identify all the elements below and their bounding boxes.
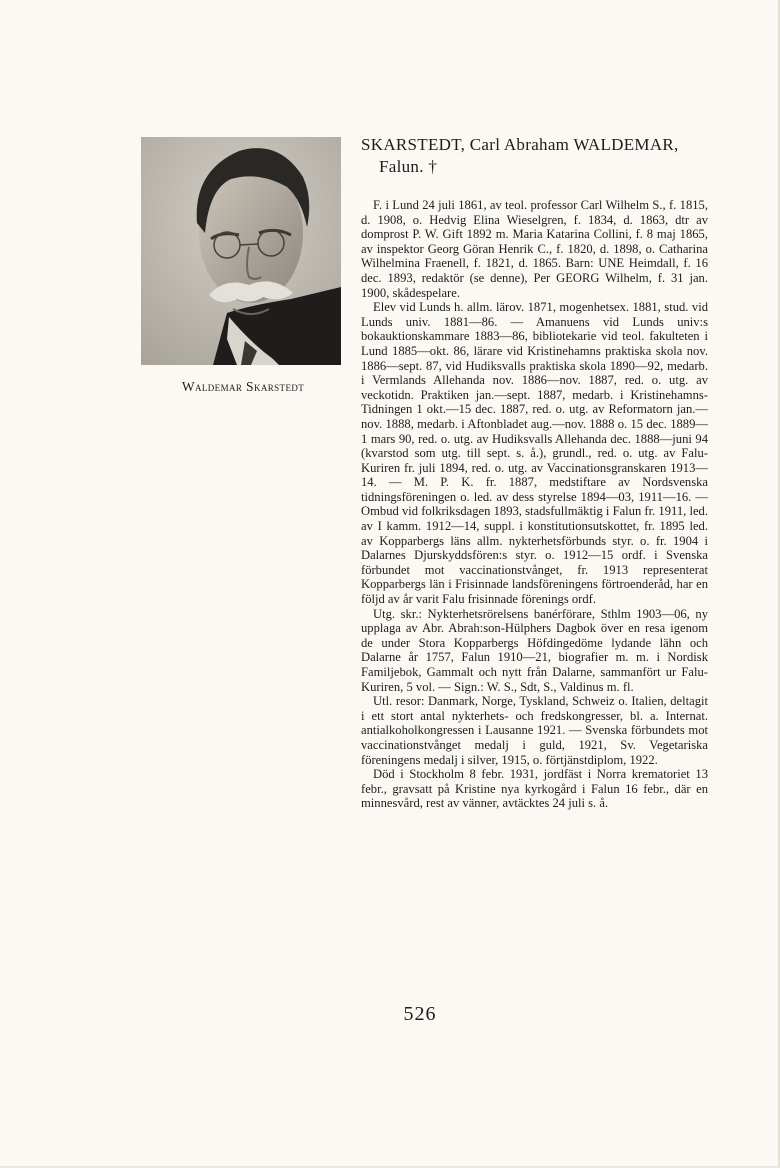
paragraph-writings: Utg. skr.: Nykterhetsrörelsens banérförare, Sthlm 1903—06, ny upplaga av Abr. Abrah:son-Hülphers Dagbok över en resa igenom de under Stora Kopparbergs Höfdingedöme lydande lähn och Dalarne år 1757, Falun 1910—21, biografier m. m. i Nordisk Familjebok, Gammalt och nytt från Dalarne, sammanfört ur Falu-Kuriren, 5 vol. — Sign.: W. S., Sdt, S., Valdinus m. fl. [361,606,708,694]
entry-name: SKARSTEDT, Carl Abraham WALDEMAR, [361,135,679,154]
paragraph-family: F. i Lund 24 juli 1861, av teol. professor Carl Wilhelm S., f. 1815, d. 1908, o. Hedvig Elina Wieselgren, f. 1834, d. 1863, dtr av domprost P. W. Gift 1892 m. Maria Katarina Collini, f. 8 maj 1865, av inspektor Georg Göran Henrik C., f. 1820, d. 1898, o. Catharina Wilhelmina Fraenell, f. 1821, d. 1865. Barn: UNE Heimdall, f. 16 dec. 1893, redaktör (se denne), Per GEORG Wilhelm, f. 31 jan. 1900, skådespelare. [361,198,708,300]
entry-heading [361,134,708,178]
paragraph-travels: Utl. resor: Danmark, Norge, Tyskland, Schweiz o. Italien, deltagit i ett stort antal nykterhets- och fredskongresser, bl. a. Internat. antialkoholkongressen i Lausanne 1921. — Svenska förbundets mot vaccinationstvånget medalj i guld, 1921, Sv. Vegetariska föreningens medalj i silver, 1915, o. förtjänstdiplom, 1922. [361,694,708,767]
portrait-caption: Waldemar Skarstedt [181,379,305,394]
entry-body [361,198,708,811]
paragraph-career: Elev vid Lunds h. allm. lärov. 1871, mogenhetsex. 1881, stud. vid Lunds univ. 1881—86. — Amanuens vid Lunds univ:s bokauktionskammare 1883—86, bibliotekarie vid teol. fakulteten i Lund 1885—okt. 86, lärare vid Kristinehamns praktiska skola nov. 1886—sept. 87, vid Hudiksvalls praktiska skola 1890—92, medarb. i Vermlands Allehanda nov. 1886—nov. 1887, red. o. utg. av veckotidn. Praktiken jan.—sept. 1887, medarb. i Kristinehamns-Tidningen 1 okt.—15 dec. 1887, red. o. utg. av Reformatorn jan.—nov. 1888, medarb. i Aftonbladet aug.—nov. 1888 o. 15 dec. 1889—1 mars 90, red. o. utg. av Hudiksvalls Allehanda dec. 1888—juni 94 (kvarstod som utg. till sept. s. å.), grundl., red. o. utg. av Falu-Kuriren fr. juli 1894, red. o. utg. av Vaccinationsgranskaren 1913—14. — M. P. K. fr. 1887, medstiftare av Nordsvenska tidningsföreningen o. led. av dess styrelse 1894—03, 1911—16. — Ombud vid folkriksdagen 1893, stadsfullmäktig i Falun fr. 1911, led. av I kamm. 1912—14, suppl. i konstitutionsutskottet, fr. 1895 led. av Kopparbergs läns allm. nykterhetsförbunds styr. o. fr. 1904 i Dalarnes Djurskyddsfören:s styr. o. 1912—15 ordf. i Svenska förbundet mot vaccinationstvånget, fr. 1913 representerat Kopparbergs län i Frisinnade landsföreningens förtroenderåd, har en följd av år varit Falu frisinnade förenings ordf. [361,300,708,607]
portrait-illustration [141,137,341,365]
biography-entry [361,134,708,811]
portrait-photo [141,137,341,365]
paragraph-death: Död i Stockholm 8 febr. 1931, jordfäst i Norra krematoriet 13 febr., gravsatt på Kristine nya kyrkogård i Falun 16 febr., där en minnesvård, rest av vänner, avtäcktes 24 juli s. å. [361,767,708,811]
entry-place: Falun. [379,157,424,176]
deceased-mark: † [428,157,438,176]
page-number: 526 [403,1003,437,1025]
